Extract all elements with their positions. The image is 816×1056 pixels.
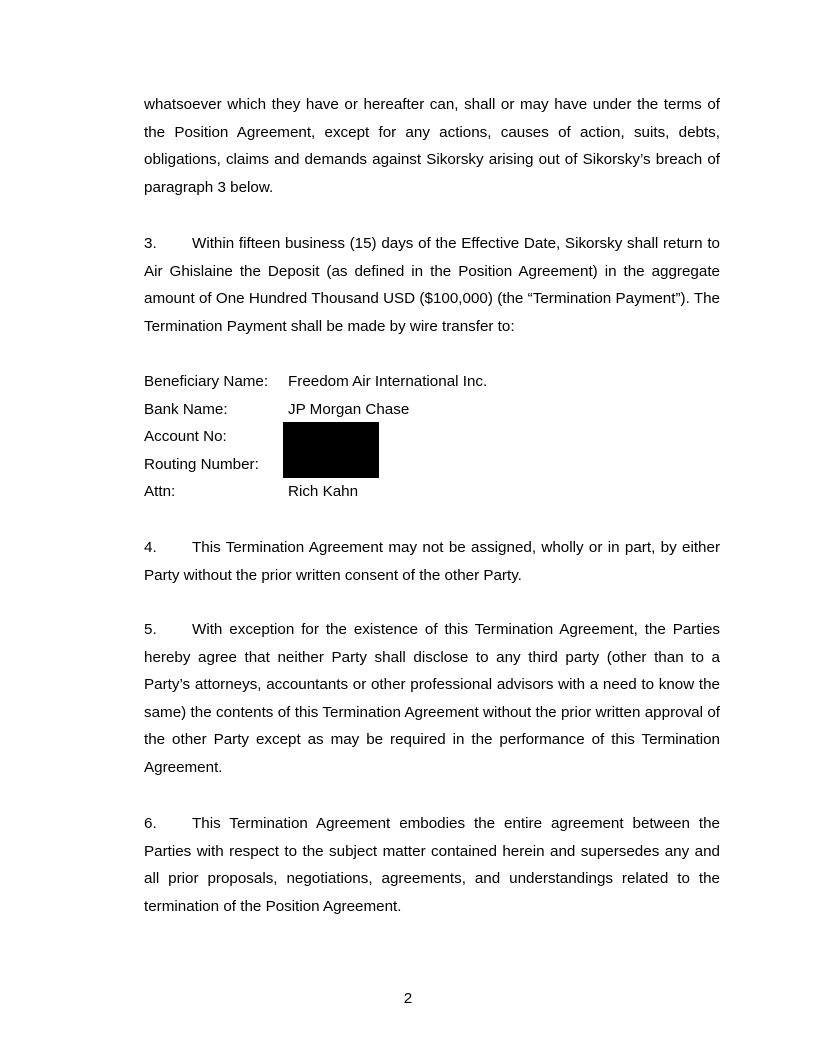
page-number: 2 <box>403 990 413 1007</box>
bank-name-label: Bank Name: <box>144 400 228 418</box>
beneficiary-name-value: Freedom Air International Inc. <box>288 373 488 390</box>
continuation-paragraph <box>144 91 720 201</box>
paragraph-6-text: This Termination Agreement embodies the entire agreement between the Parties with respect to the subject matter contained herein and supersedes any and all prior proposals, negotiations, agreements, and understandings related to the termination of the Position Agreement. <box>144 815 720 915</box>
paragraph-4-number: 4. <box>144 539 157 556</box>
paragraph-3 <box>144 230 720 340</box>
paragraph-6 <box>144 810 720 920</box>
beneficiary-name-label: Beneficiary Name: <box>144 373 269 390</box>
paragraph-4-text: This Termination Agreement may not be assigned, wholly or in part, by either Party without the prior written consent of the other Party. <box>144 539 720 584</box>
paragraph-5 <box>144 616 720 782</box>
routing-number-label: Routing Number: <box>144 455 259 473</box>
paragraph-5-number: 5. <box>144 621 157 638</box>
paragraph-3-text: Within fifteen business (15) days of the Effective Date, Sikorsky shall return to Air Ghislaine the Deposit (as defined in the Position Agreement) in the aggregate amount of One Hundred Thousand USD ($100,000) (the “Termination Payment”). The Termination Payment shall be made by wire transfer to: <box>144 235 720 335</box>
paragraph-6-number: 6. <box>144 815 157 832</box>
attn-value: Rich Kahn <box>288 483 359 501</box>
continuation-text: whatsoever which they have or hereafter can, shall or may have under the terms of the Position Agreement, except for any actions, causes of action, suits, debts, obligations, claims and demands against Sikorsky arising out of Sikorsky’s breach of paragraph 3 below. <box>144 96 720 196</box>
redaction-box <box>283 422 379 478</box>
paragraph-4 <box>144 534 720 589</box>
paragraph-5-text: With exception for the existence of this Termination Agreement, the Parties hereby agree that neither Party shall disclose to any third party (other than to a Party’s attorneys, accountants or other professional advisors with a need to know the same) the contents of this Termination Agreement without the prior written approval of the other Party except as may be required in the performance of this Termination Agreement. <box>144 621 720 776</box>
paragraph-3-number: 3. <box>144 235 157 252</box>
account-number-label: Account No: <box>144 428 227 446</box>
bank-name-value: JP Morgan Chase <box>288 400 410 418</box>
attn-label: Attn: <box>144 483 176 501</box>
